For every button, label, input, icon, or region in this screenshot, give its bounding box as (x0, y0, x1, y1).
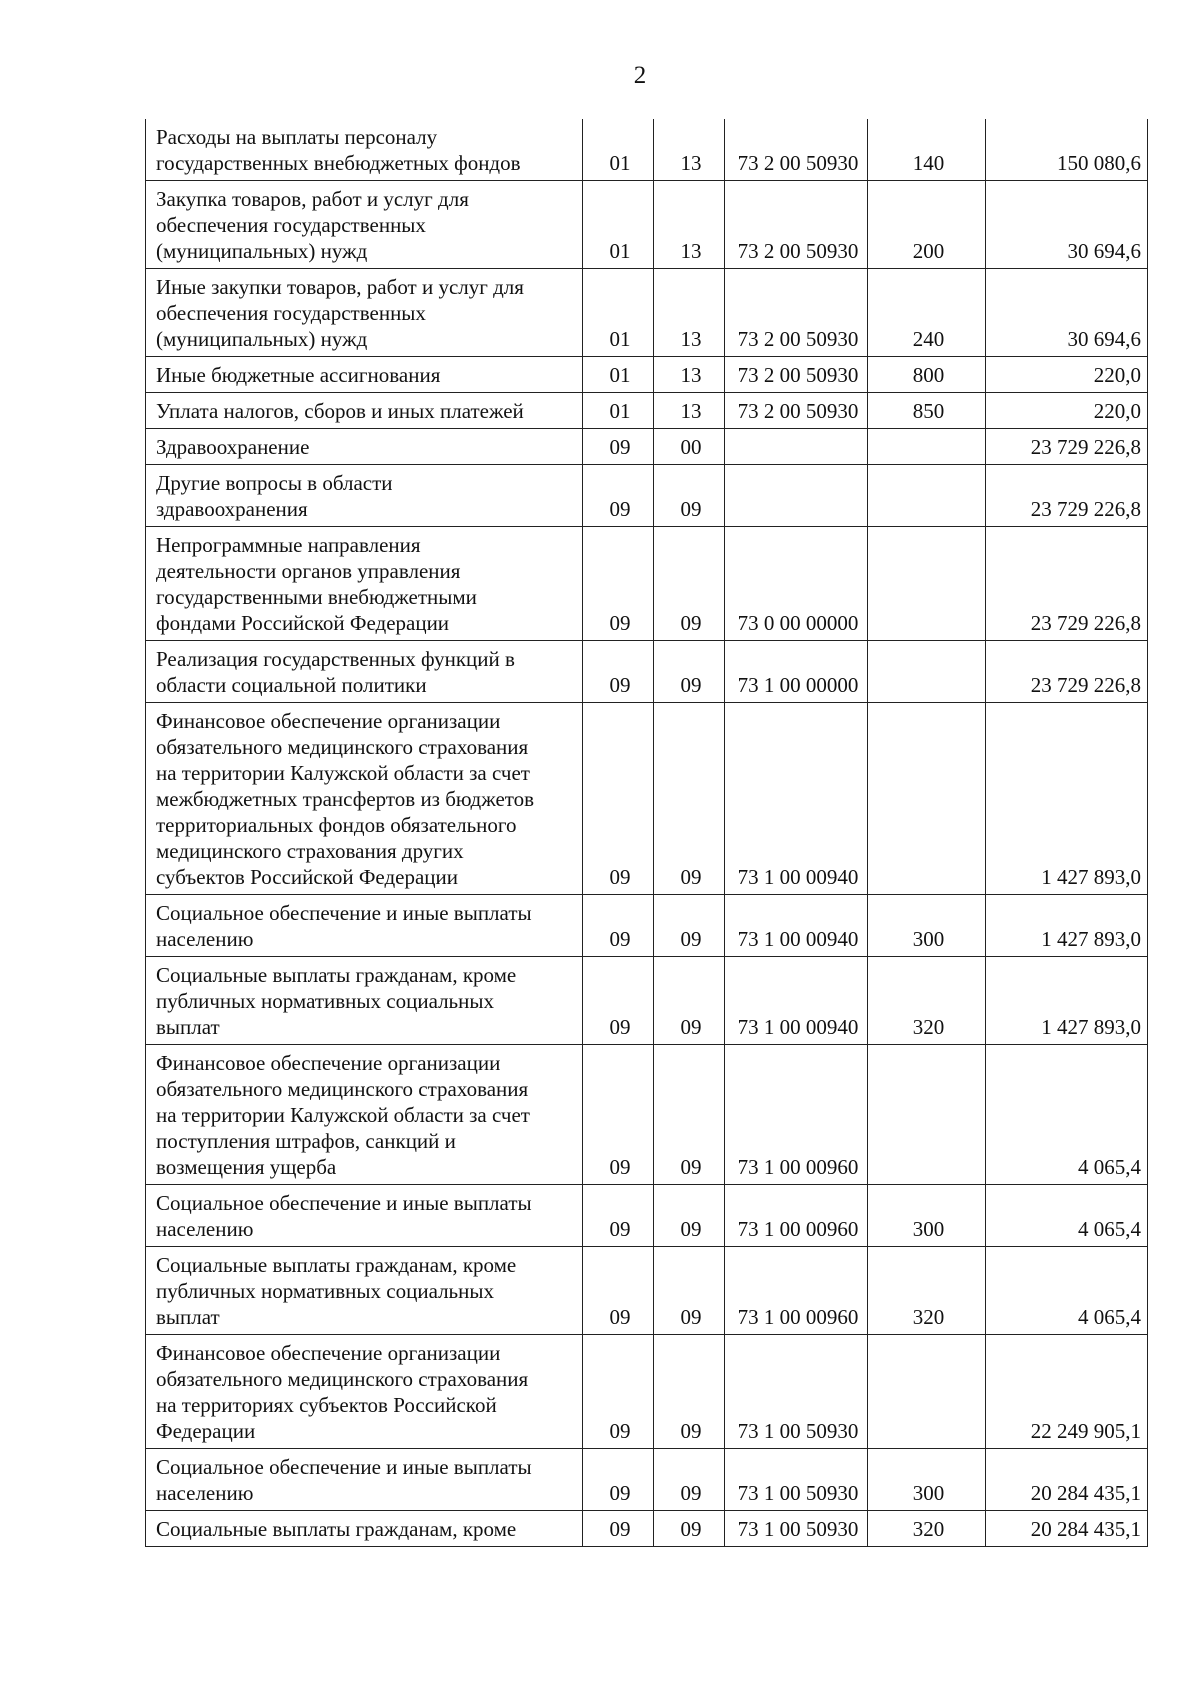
subsection-code-cell: 00 (654, 429, 725, 465)
row-name-line: субъектов Российской Федерации (156, 865, 459, 889)
table-row (146, 119, 1148, 181)
subsection-code-cell: 09 (654, 1247, 725, 1335)
section-code-cell: 09 (583, 895, 654, 957)
row-name-line: возмещения ущерба (156, 1155, 337, 1179)
amount-cell: 1 427 893,0 (986, 957, 1148, 1045)
table-row (146, 957, 1148, 1045)
amount-cell: 23 729 226,8 (986, 641, 1148, 703)
row-name-line: Социальное обеспечение и иные выплаты (156, 901, 532, 925)
target-article-cell: 73 1 00 00960 (725, 1185, 868, 1247)
expense-type-cell: 300 (868, 895, 986, 957)
amount-cell: 23 729 226,8 (986, 465, 1148, 527)
row-name-line: государственными внебюджетными (156, 585, 477, 609)
budget-table-body (146, 119, 1148, 1547)
expense-type-cell: 300 (868, 1449, 986, 1511)
subsection-code-cell: 09 (654, 957, 725, 1045)
amount-cell: 150 080,6 (986, 119, 1148, 181)
row-name-line: Здравоохранение (156, 435, 310, 459)
section-code-cell: 09 (583, 1185, 654, 1247)
row-name-line: обеспечения государственных (156, 213, 426, 237)
section-code-cell: 09 (583, 1449, 654, 1511)
subsection-code-cell: 09 (654, 1185, 725, 1247)
expense-type-cell: 300 (868, 1185, 986, 1247)
row-name-line: выплат (156, 1305, 220, 1329)
budget-table (145, 119, 1148, 1547)
row-name-line: государственных внебюджетных фондов (156, 151, 521, 175)
table-row (146, 1045, 1148, 1185)
row-name-cell (146, 1511, 583, 1547)
table-row (146, 1511, 1148, 1547)
section-code-cell: 09 (583, 1511, 654, 1547)
row-name-line: медицинского страхования других (156, 839, 464, 863)
row-name-line: Иные закупки товаров, работ и услуг для (156, 275, 524, 299)
table-row (146, 641, 1148, 703)
row-name-cell (146, 1247, 583, 1335)
section-code-cell: 01 (583, 181, 654, 269)
subsection-code-cell: 13 (654, 269, 725, 357)
target-article-cell: 73 1 00 00960 (725, 1247, 868, 1335)
row-name-line: Финансовое обеспечение организации (156, 1341, 501, 1365)
table-row (146, 1247, 1148, 1335)
target-article-cell (725, 429, 868, 465)
row-name-cell (146, 465, 583, 527)
row-name-line: Социальные выплаты гражданам, кроме (156, 963, 517, 987)
subsection-code-cell: 13 (654, 181, 725, 269)
row-name-line: на территориях субъектов Российской (156, 1393, 497, 1417)
subsection-code-cell: 13 (654, 357, 725, 393)
expense-type-cell (868, 527, 986, 641)
row-name-line: Федерации (156, 1419, 256, 1443)
row-name-line: Реализация государственных функций в (156, 647, 515, 671)
table-row (146, 429, 1148, 465)
row-name-line: на территории Калужской области за счет (156, 761, 530, 785)
target-article-cell: 73 2 00 50930 (725, 119, 868, 181)
row-name-cell (146, 119, 583, 181)
expense-type-cell (868, 703, 986, 895)
target-article-cell: 73 1 00 00960 (725, 1045, 868, 1185)
amount-cell: 30 694,6 (986, 269, 1148, 357)
row-name-line: Другие вопросы в области (156, 471, 393, 495)
amount-cell: 23 729 226,8 (986, 429, 1148, 465)
amount-cell: 30 694,6 (986, 181, 1148, 269)
expense-type-cell: 320 (868, 957, 986, 1045)
subsection-code-cell: 09 (654, 527, 725, 641)
subsection-code-cell: 09 (654, 1511, 725, 1547)
row-name-line: Иные бюджетные ассигнования (156, 363, 441, 387)
section-code-cell: 09 (583, 465, 654, 527)
expense-type-cell (868, 1335, 986, 1449)
section-code-cell: 01 (583, 357, 654, 393)
table-row (146, 895, 1148, 957)
subsection-code-cell: 09 (654, 1449, 725, 1511)
amount-cell: 1 427 893,0 (986, 703, 1148, 895)
row-name-line: области социальной политики (156, 673, 427, 697)
amount-cell: 4 065,4 (986, 1185, 1148, 1247)
amount-cell: 20 284 435,1 (986, 1449, 1148, 1511)
row-name-cell (146, 1185, 583, 1247)
target-article-cell: 73 1 00 00940 (725, 703, 868, 895)
target-article-cell: 73 1 00 00000 (725, 641, 868, 703)
section-code-cell: 01 (583, 119, 654, 181)
section-code-cell: 09 (583, 429, 654, 465)
subsection-code-cell: 13 (654, 393, 725, 429)
table-row (146, 357, 1148, 393)
row-name-line: Социальные выплаты гражданам, кроме (156, 1253, 517, 1277)
row-name-line: здравоохранения (156, 497, 308, 521)
row-name-cell (146, 269, 583, 357)
subsection-code-cell: 09 (654, 1045, 725, 1185)
subsection-code-cell: 09 (654, 1335, 725, 1449)
row-name-line: Социальное обеспечение и иные выплаты (156, 1191, 532, 1215)
table-row (146, 1449, 1148, 1511)
table-row (146, 703, 1148, 895)
section-code-cell: 09 (583, 1247, 654, 1335)
row-name-line: фондами Российской Федерации (156, 611, 450, 635)
amount-cell: 23 729 226,8 (986, 527, 1148, 641)
expense-type-cell: 320 (868, 1247, 986, 1335)
row-name-line: Социальные выплаты гражданам, кроме (156, 1517, 517, 1541)
expense-type-cell: 800 (868, 357, 986, 393)
expense-type-cell: 240 (868, 269, 986, 357)
amount-cell: 1 427 893,0 (986, 895, 1148, 957)
row-name-cell (146, 393, 583, 429)
row-name-cell (146, 895, 583, 957)
expense-type-cell: 850 (868, 393, 986, 429)
row-name-line: населению (156, 1481, 254, 1505)
row-name-line: населению (156, 927, 254, 951)
target-article-cell: 73 2 00 50930 (725, 269, 868, 357)
row-name-cell (146, 703, 583, 895)
subsection-code-cell: 09 (654, 703, 725, 895)
row-name-line: Закупка товаров, работ и услуг для (156, 187, 469, 211)
target-article-cell: 73 1 00 50930 (725, 1449, 868, 1511)
subsection-code-cell: 09 (654, 895, 725, 957)
section-code-cell: 01 (583, 269, 654, 357)
row-name-line: Финансовое обеспечение организации (156, 709, 501, 733)
section-code-cell: 09 (583, 1045, 654, 1185)
row-name-line: обязательного медицинского страхования (156, 735, 529, 759)
expense-type-cell (868, 429, 986, 465)
section-code-cell: 09 (583, 641, 654, 703)
page-number: 2 (633, 62, 647, 89)
row-name-cell (146, 1045, 583, 1185)
row-name-line: межбюджетных трансфертов из бюджетов (156, 787, 535, 811)
target-article-cell: 73 2 00 50930 (725, 357, 868, 393)
table-row (146, 181, 1148, 269)
expense-type-cell: 320 (868, 1511, 986, 1547)
row-name-line: Непрограммные направления (156, 533, 421, 557)
target-article-cell: 73 1 00 00940 (725, 895, 868, 957)
table-row (146, 1185, 1148, 1247)
expense-type-cell: 200 (868, 181, 986, 269)
amount-cell: 20 284 435,1 (986, 1511, 1148, 1547)
target-article-cell: 73 1 00 50930 (725, 1335, 868, 1449)
row-name-line: поступления штрафов, санкций и (156, 1129, 456, 1153)
amount-cell: 4 065,4 (986, 1247, 1148, 1335)
subsection-code-cell: 09 (654, 641, 725, 703)
target-article-cell: 73 2 00 50930 (725, 181, 868, 269)
row-name-line: обязательного медицинского страхования (156, 1367, 529, 1391)
row-name-line: публичных нормативных социальных (156, 989, 494, 1013)
row-name-cell (146, 527, 583, 641)
row-name-line: Расходы на выплаты персоналу (156, 125, 438, 149)
row-name-line: обеспечения государственных (156, 301, 426, 325)
row-name-line: (муниципальных) нужд (156, 327, 368, 351)
section-code-cell: 09 (583, 703, 654, 895)
amount-cell: 4 065,4 (986, 1045, 1148, 1185)
amount-cell: 22 249 905,1 (986, 1335, 1148, 1449)
row-name-line: деятельности органов управления (156, 559, 461, 583)
expense-type-cell (868, 1045, 986, 1185)
section-code-cell: 09 (583, 527, 654, 641)
row-name-line: территориальных фондов обязательного (156, 813, 517, 837)
row-name-cell (146, 641, 583, 703)
section-code-cell: 09 (583, 1335, 654, 1449)
amount-cell: 220,0 (986, 357, 1148, 393)
target-article-cell: 73 1 00 00940 (725, 957, 868, 1045)
table-row (146, 465, 1148, 527)
expense-type-cell (868, 641, 986, 703)
subsection-code-cell: 13 (654, 119, 725, 181)
row-name-line: (муниципальных) нужд (156, 239, 368, 263)
row-name-cell (146, 1335, 583, 1449)
table-row (146, 1335, 1148, 1449)
row-name-cell (146, 1449, 583, 1511)
row-name-cell (146, 181, 583, 269)
row-name-line: публичных нормативных социальных (156, 1279, 494, 1303)
row-name-cell (146, 957, 583, 1045)
section-code-cell: 09 (583, 957, 654, 1045)
row-name-line: выплат (156, 1015, 220, 1039)
table-row (146, 269, 1148, 357)
row-name-line: обязательного медицинского страхования (156, 1077, 529, 1101)
row-name-line: Финансовое обеспечение организации (156, 1051, 501, 1075)
table-row (146, 393, 1148, 429)
row-name-line: Социальное обеспечение и иные выплаты (156, 1455, 532, 1479)
section-code-cell: 01 (583, 393, 654, 429)
expense-type-cell (868, 465, 986, 527)
subsection-code-cell: 09 (654, 465, 725, 527)
expense-type-cell: 140 (868, 119, 986, 181)
table-row (146, 527, 1148, 641)
row-name-line: Уплата налогов, сборов и иных платежей (156, 399, 524, 423)
target-article-cell (725, 465, 868, 527)
target-article-cell: 73 2 00 50930 (725, 393, 868, 429)
row-name-cell (146, 429, 583, 465)
row-name-line: на территории Калужской области за счет (156, 1103, 530, 1127)
row-name-cell (146, 357, 583, 393)
target-article-cell: 73 1 00 50930 (725, 1511, 868, 1547)
target-article-cell: 73 0 00 00000 (725, 527, 868, 641)
amount-cell: 220,0 (986, 393, 1148, 429)
row-name-line: населению (156, 1217, 254, 1241)
